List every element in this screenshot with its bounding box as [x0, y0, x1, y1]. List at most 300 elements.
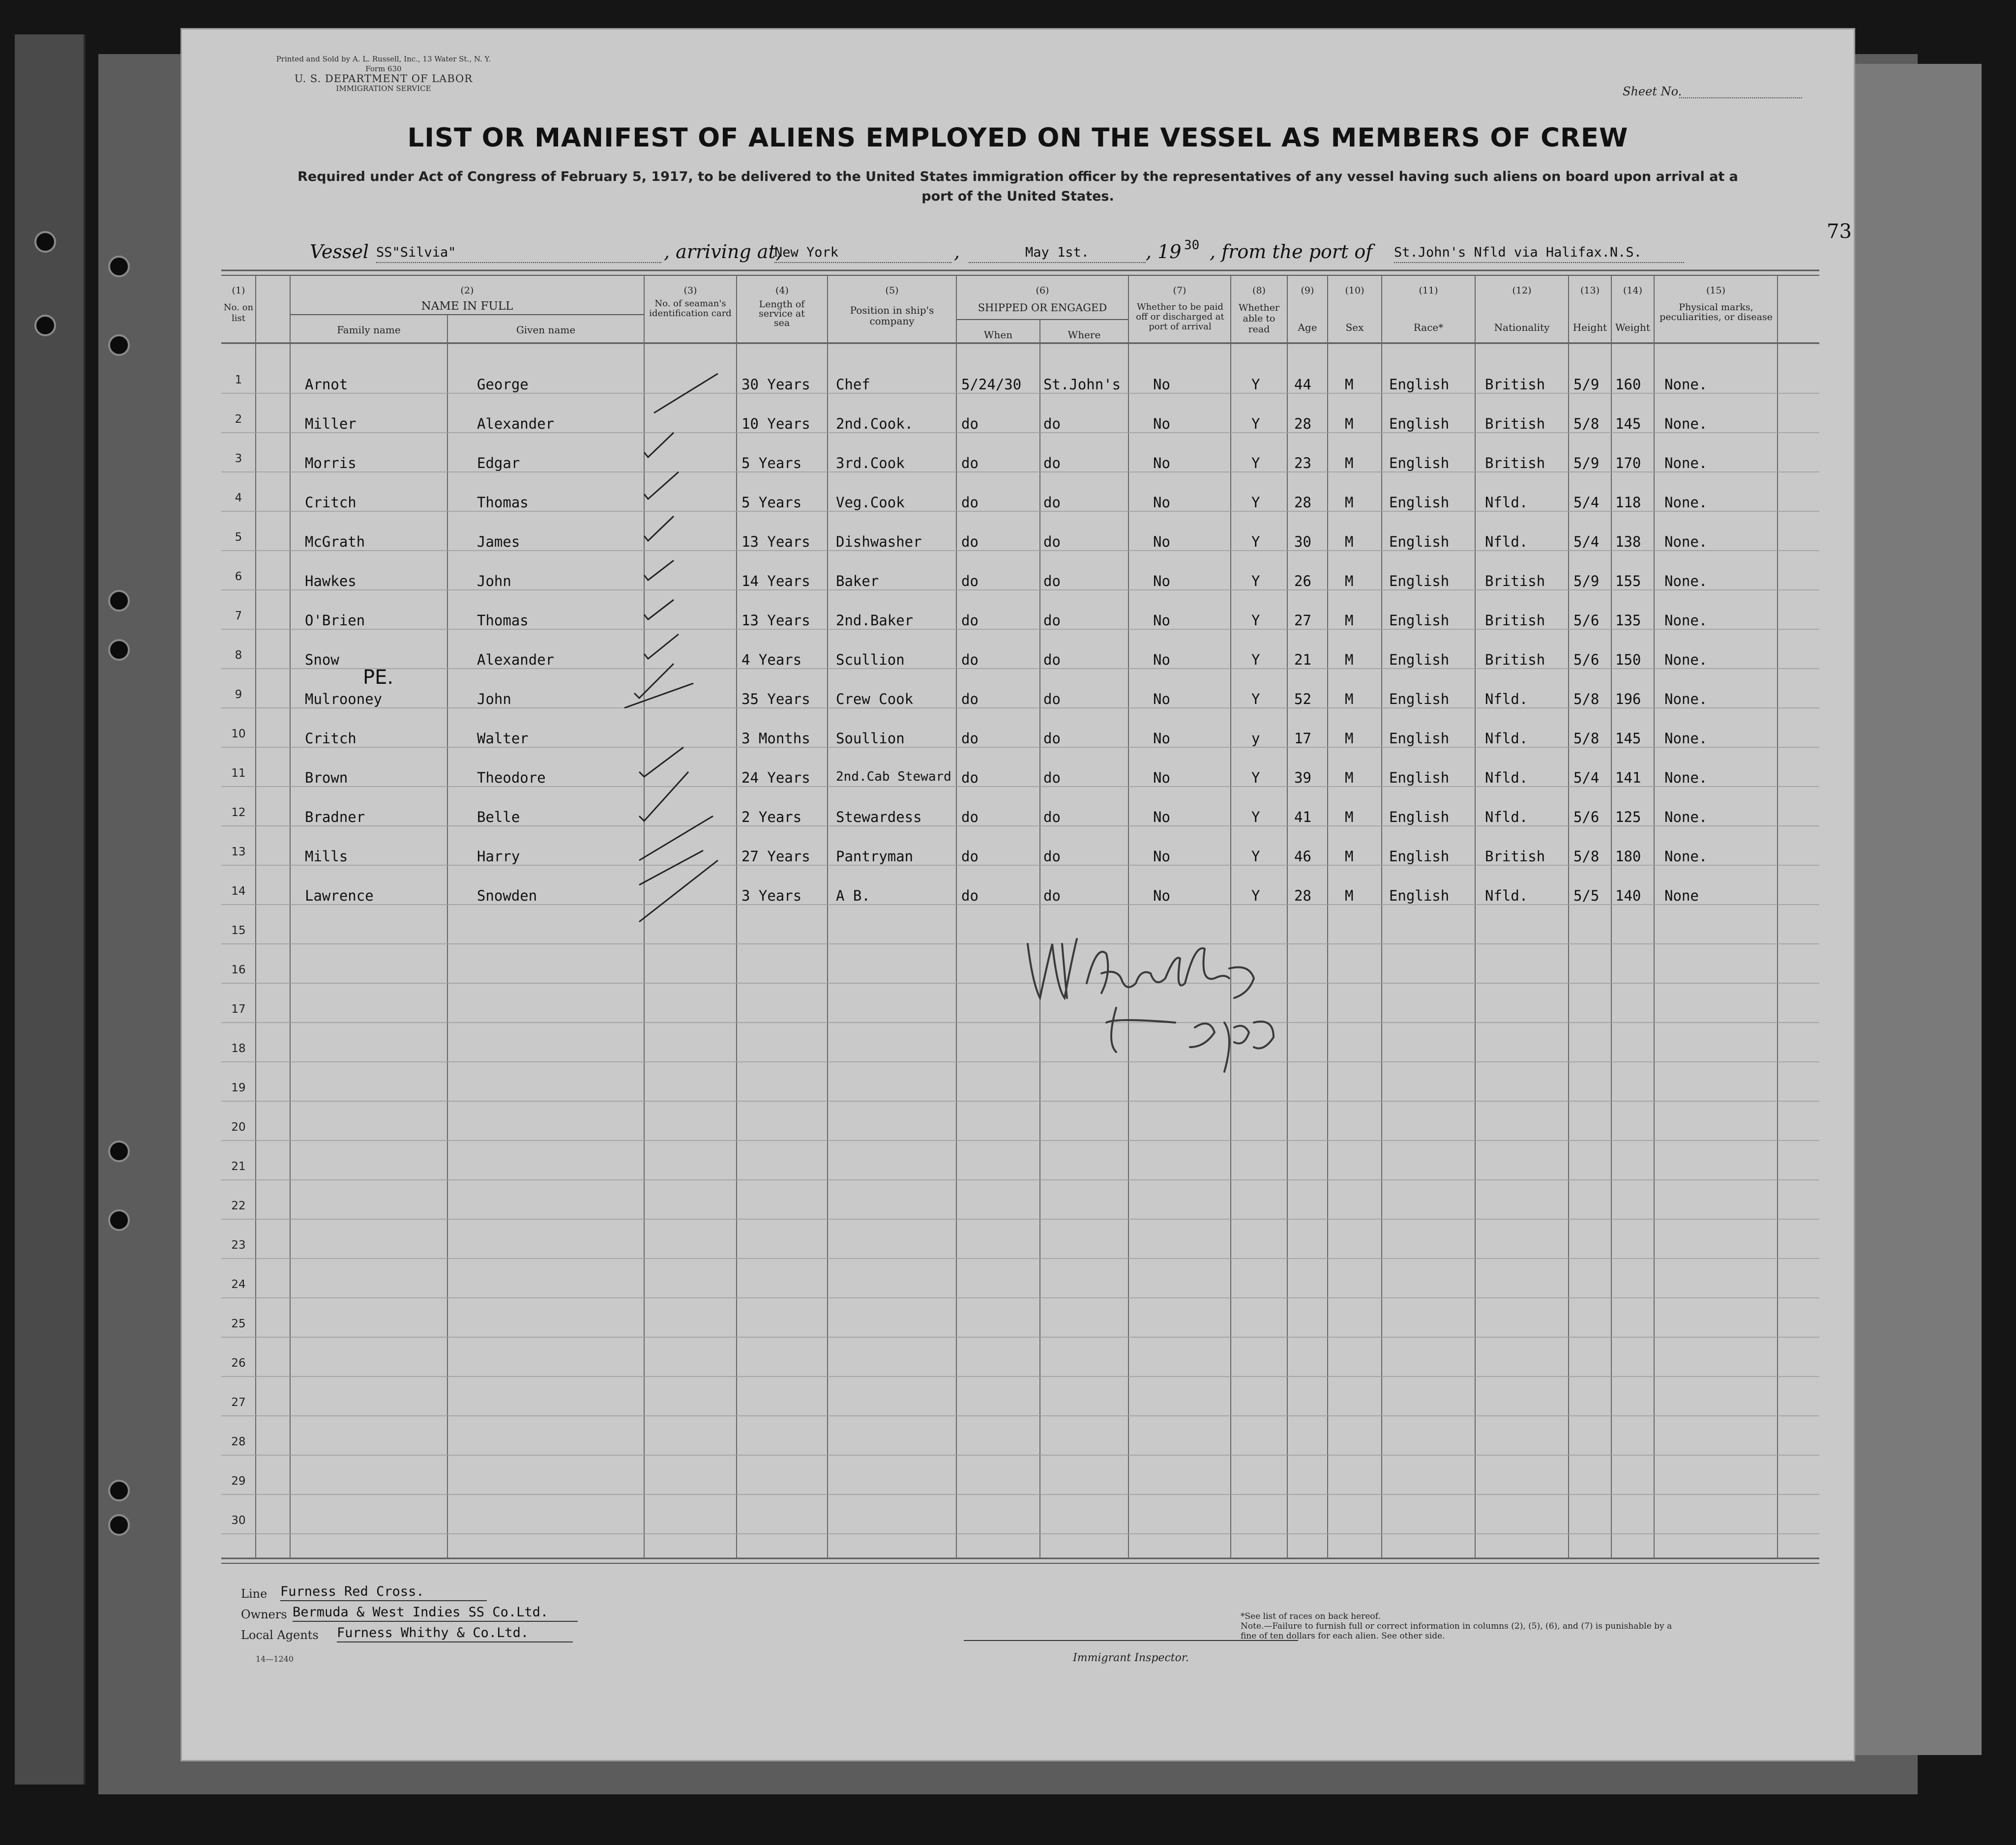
cell-read: Y: [1251, 455, 1260, 471]
cell-age: 26: [1294, 573, 1311, 589]
form-code: 14—1240: [256, 1654, 294, 1664]
cell-marks: None.: [1664, 848, 1708, 865]
cell-position: Chef: [836, 376, 870, 393]
col10-label: Sex: [1345, 322, 1364, 333]
col10-number: (10): [1345, 285, 1364, 296]
binder-hole: [108, 1514, 130, 1536]
cell-where: St.John's: [1043, 376, 1121, 393]
arriving-port: New York: [774, 245, 951, 263]
cell-paid: No: [1153, 887, 1170, 904]
cell-when: do: [961, 887, 978, 904]
cell-given: Edgar: [477, 455, 520, 471]
cell-position: Veg.Cook: [836, 494, 905, 511]
from-label: , from the port of: [1210, 241, 1373, 263]
cell-service: 35 Years: [741, 691, 810, 707]
cell-sex: M: [1345, 769, 1354, 786]
form-number: Form 630: [365, 64, 402, 73]
col11-number: (11): [1419, 285, 1438, 296]
cell-sex: M: [1345, 376, 1354, 393]
cell-position: Pantryman: [836, 848, 914, 865]
binder-hole: [108, 1141, 130, 1162]
cell-height: 5/9: [1573, 573, 1600, 589]
cell-sex: M: [1345, 494, 1354, 511]
cell-service: 2 Years: [741, 809, 802, 825]
row-number: 17: [231, 1003, 246, 1016]
cell-weight: 141: [1615, 769, 1641, 786]
cell-weight: 125: [1615, 809, 1641, 825]
footnote-penalty: Note.—Failure to furnish full or correct information in columns (2), (5), (6), and (7) is punishable by a fine of ten dollars for each alien. See other side.: [1241, 1621, 1672, 1641]
cell-position: Stewardess: [836, 809, 922, 825]
footnote-races: *See list of races on back hereof.: [1241, 1611, 1381, 1621]
cell-service: 4 Years: [741, 651, 802, 668]
vessel-line: [310, 238, 1854, 270]
binder-hole: [108, 639, 130, 661]
row-number: 27: [231, 1396, 246, 1409]
cell-height: 5/4: [1573, 494, 1600, 511]
cell-where: do: [1043, 612, 1061, 629]
cell-position: Baker: [836, 573, 879, 589]
cell-paid: No: [1153, 455, 1170, 471]
cell-service: 24 Years: [741, 769, 810, 786]
cell-nationality: British: [1485, 376, 1545, 393]
margin-mark: PE.: [363, 666, 394, 689]
year-prefix: , 19: [1146, 241, 1182, 263]
cell-position: 3rd.Cook: [836, 455, 905, 471]
col4-label: Length of service at sea: [759, 299, 805, 328]
cell-service: 5 Years: [741, 494, 802, 511]
cell-when: do: [961, 848, 978, 865]
cell-nationality: British: [1485, 651, 1545, 668]
cell-family: Lawrence: [305, 887, 374, 904]
cell-race: English: [1389, 494, 1450, 511]
cell-paid: No: [1153, 415, 1170, 432]
cell-weight: 145: [1615, 730, 1641, 747]
row-number: 2: [235, 413, 242, 426]
cell-when: do: [961, 455, 978, 471]
row-number: 22: [231, 1200, 246, 1212]
col7-number: (7): [1173, 285, 1186, 296]
col1-number: (1): [232, 285, 245, 296]
row-number: 10: [231, 728, 246, 740]
cell-read: Y: [1251, 651, 1260, 668]
cell-sex: M: [1345, 651, 1354, 668]
cell-sex: M: [1345, 573, 1354, 589]
cell-family: Brown: [305, 769, 348, 786]
cell-service: 10 Years: [741, 415, 810, 432]
row-number: 20: [231, 1121, 246, 1134]
cell-read: Y: [1251, 769, 1260, 786]
cell-race: English: [1389, 809, 1450, 825]
cell-where: do: [1043, 769, 1061, 786]
cell-nationality: British: [1485, 848, 1545, 865]
cell-read: Y: [1251, 376, 1260, 393]
cell-service: 3 Years: [741, 887, 802, 904]
cell-weight: 160: [1615, 376, 1641, 393]
cell-where: do: [1043, 887, 1061, 904]
cell-service: 3 Months: [741, 730, 810, 747]
cell-nationality: Nfld.: [1485, 533, 1528, 550]
cell-weight: 180: [1615, 848, 1641, 865]
row-number: 29: [231, 1475, 246, 1488]
cell-given: James: [477, 533, 520, 550]
binder-hole: [108, 1209, 130, 1231]
cell-given: John: [477, 573, 511, 589]
col6-when: When: [983, 329, 1013, 341]
sheet-no-label: Sheet No.: [1623, 85, 1682, 98]
cell-age: 28: [1294, 415, 1311, 432]
row-number: 5: [235, 531, 242, 544]
cell-marks: None.: [1664, 415, 1708, 432]
row-number: 30: [231, 1514, 246, 1527]
col5-number: (5): [885, 285, 899, 296]
cell-nationality: British: [1485, 573, 1545, 589]
cell-sex: M: [1345, 730, 1354, 747]
cell-height: 5/8: [1573, 730, 1600, 747]
cell-height: 5/8: [1573, 691, 1600, 707]
col6-number: (6): [1036, 285, 1049, 296]
cell-paid: No: [1153, 494, 1170, 511]
binder-hole: [108, 590, 130, 612]
row-number: 6: [235, 570, 242, 583]
page-title: LIST OR MANIFEST OF ALIENS EMPLOYED ON THE VESSEL AS MEMBERS OF CREW: [407, 123, 1629, 153]
cell-age: 30: [1294, 533, 1311, 550]
cell-paid: No: [1153, 730, 1170, 747]
cell-when: do: [961, 730, 978, 747]
row-number: 18: [231, 1042, 246, 1055]
cell-read: Y: [1251, 691, 1260, 707]
cell-family: Critch: [305, 494, 356, 511]
line-label: Line: [241, 1587, 267, 1601]
cell-position: A B.: [836, 887, 870, 904]
cell-service: 27 Years: [741, 848, 810, 865]
cell-where: do: [1043, 809, 1061, 825]
cell-where: do: [1043, 494, 1061, 511]
cell-when: do: [961, 651, 978, 668]
row-number: 11: [231, 767, 246, 780]
cell-when: do: [961, 573, 978, 589]
cell-where: do: [1043, 415, 1061, 432]
cell-age: 52: [1294, 691, 1311, 707]
col12-label: Nationality: [1494, 322, 1550, 333]
comma: ,: [954, 241, 960, 263]
cell-service: 13 Years: [741, 533, 810, 550]
cell-position: 2nd.Cab Steward: [836, 769, 951, 784]
cell-height: 5/9: [1573, 455, 1600, 471]
cell-read: Y: [1251, 809, 1260, 825]
cell-given: John: [477, 691, 511, 707]
cell-when: do: [961, 415, 978, 432]
col12-number: (12): [1512, 285, 1532, 296]
cell-given: Alexander: [477, 651, 555, 668]
cell-when: do: [961, 691, 978, 707]
cell-age: 28: [1294, 887, 1311, 904]
cell-marks: None.: [1664, 533, 1708, 550]
cell-height: 5/8: [1573, 415, 1600, 432]
binder-hole: [34, 231, 56, 253]
row-number: 24: [231, 1278, 246, 1291]
row-number: 14: [231, 885, 246, 898]
arriving-label: , arriving at,: [664, 241, 782, 263]
cell-nationality: Nfld.: [1485, 494, 1528, 511]
cell-given: Walter: [477, 730, 529, 747]
cell-where: do: [1043, 730, 1061, 747]
cell-sex: M: [1345, 809, 1354, 825]
cell-sex: M: [1345, 887, 1354, 904]
cell-nationality: Nfld.: [1485, 730, 1528, 747]
cell-read: Y: [1251, 887, 1260, 904]
cell-nationality: Nfld.: [1485, 809, 1528, 825]
department-name: U. S. DEPARTMENT OF LABOR: [294, 73, 473, 85]
owners-label: Owners: [241, 1608, 287, 1621]
cell-age: 27: [1294, 612, 1311, 629]
cell-marks: None.: [1664, 455, 1708, 471]
cell-age: 28: [1294, 494, 1311, 511]
cell-sex: M: [1345, 848, 1354, 865]
cell-given: George: [477, 376, 529, 393]
cell-height: 5/5: [1573, 887, 1600, 904]
cell-family: Snow: [305, 651, 339, 668]
row-number: 16: [231, 964, 246, 976]
cell-when: 5/24/30: [961, 376, 1022, 393]
cell-height: 5/9: [1573, 376, 1600, 393]
cell-given: Harry: [477, 848, 520, 865]
cell-where: do: [1043, 455, 1061, 471]
page-subtitle: Required under Act of Congress of February 5, 1917, to be delivered to the United States immigration officer by the representatives of any vessel having such aliens on board upon arrival at a port of the United States.: [297, 169, 1738, 204]
cell-family: Mulrooney: [305, 691, 383, 707]
cell-given: Snowden: [477, 887, 537, 904]
cell-paid: No: [1153, 612, 1170, 629]
cell-marks: None.: [1664, 769, 1708, 786]
cell-height: 5/4: [1573, 769, 1600, 786]
cell-read: y: [1251, 730, 1260, 747]
cell-family: Hawkes: [305, 573, 356, 589]
cell-given: Belle: [477, 809, 520, 825]
cell-age: 23: [1294, 455, 1311, 471]
cell-height: 5/8: [1573, 848, 1600, 865]
cell-paid: No: [1153, 691, 1170, 707]
cell-family: Bradner: [305, 809, 365, 825]
col4-number: (4): [775, 285, 789, 296]
col1-label: No. on list: [223, 302, 254, 323]
manifest-sheet: [182, 29, 1854, 1760]
cell-service: 5 Years: [741, 455, 802, 471]
col2-label: NAME IN FULL: [421, 300, 513, 313]
cell-read: Y: [1251, 415, 1260, 432]
agents-value: Furness Whithy & Co.Ltd.: [337, 1625, 573, 1642]
cell-family: Miller: [305, 415, 356, 432]
cell-position: 2nd.Cook.: [836, 415, 914, 432]
row-number: 21: [231, 1160, 246, 1173]
cell-given: Theodore: [477, 769, 546, 786]
cell-height: 5/6: [1573, 651, 1600, 668]
cell-where: do: [1043, 848, 1061, 865]
footnote: [1241, 1611, 1683, 1641]
cell-given: Thomas: [477, 494, 529, 511]
cell-where: do: [1043, 573, 1061, 589]
cell-service: 30 Years: [741, 376, 810, 393]
col6-label: SHIPPED OR ENGAGED: [978, 302, 1107, 314]
cell-marks: None.: [1664, 494, 1708, 511]
cell-paid: No: [1153, 376, 1170, 393]
cell-marks: None: [1664, 887, 1699, 904]
row-number: 28: [231, 1435, 246, 1448]
cell-read: Y: [1251, 533, 1260, 550]
cell-when: do: [961, 533, 978, 550]
row-number: 1: [235, 374, 242, 386]
cell-sex: M: [1345, 415, 1354, 432]
row-number: 25: [231, 1318, 246, 1330]
row-number: 19: [231, 1082, 246, 1094]
vessel-label: Vessel: [310, 241, 369, 263]
col8-number: (8): [1252, 285, 1266, 296]
binder-hole: [34, 315, 56, 336]
binder-hole: [108, 256, 130, 277]
cell-marks: None.: [1664, 691, 1708, 707]
printer-credit: [231, 54, 536, 93]
cell-race: English: [1389, 455, 1450, 471]
col14-label: Weight: [1615, 322, 1650, 333]
cell-service: 13 Years: [741, 612, 810, 629]
cell-race: English: [1389, 769, 1450, 786]
cell-position: Scullion: [836, 651, 905, 668]
row-number: 15: [231, 924, 246, 937]
cell-age: 41: [1294, 809, 1311, 825]
cell-paid: No: [1153, 769, 1170, 786]
cell-nationality: British: [1485, 612, 1545, 629]
cell-paid: No: [1153, 848, 1170, 865]
row-number: 26: [231, 1357, 246, 1370]
cell-when: do: [961, 809, 978, 825]
from-port: St.John's Nfld via Halifax.N.S.: [1394, 245, 1684, 263]
col8-label: Whether able to read: [1238, 302, 1280, 335]
binder-hole: [108, 1480, 130, 1501]
col14-number: (14): [1623, 285, 1642, 296]
cell-paid: No: [1153, 533, 1170, 550]
cell-marks: None.: [1664, 651, 1708, 668]
cell-age: 17: [1294, 730, 1311, 747]
arrival-date: May 1st.: [969, 245, 1146, 263]
cell-marks: None.: [1664, 730, 1708, 747]
line-value: Furness Red Cross.: [280, 1584, 487, 1601]
cell-where: do: [1043, 691, 1061, 707]
cell-height: 5/6: [1573, 809, 1600, 825]
cell-age: 46: [1294, 848, 1311, 865]
cell-marks: None.: [1664, 612, 1708, 629]
cell-race: English: [1389, 415, 1450, 432]
cell-read: Y: [1251, 848, 1260, 865]
col7-label: Whether to be paid off or discharged at port of arrival: [1136, 302, 1224, 332]
col3-label: No. of seaman's identification card: [649, 298, 732, 319]
cell-race: English: [1389, 848, 1450, 865]
inspector-signature: [1018, 924, 1323, 1082]
cell-height: 5/4: [1573, 533, 1600, 550]
cell-race: English: [1389, 573, 1450, 589]
cell-where: do: [1043, 651, 1061, 668]
cell-age: 39: [1294, 769, 1311, 786]
binder-board-right: [1854, 64, 1982, 1755]
col2-family: Family name: [337, 324, 401, 336]
cell-race: English: [1389, 651, 1450, 668]
service-name: IMMIGRATION SERVICE: [336, 84, 431, 93]
cell-marks: None.: [1664, 376, 1708, 393]
col2-number: (2): [460, 285, 474, 296]
cell-family: O'Brien: [305, 612, 365, 629]
page-number: 73: [1827, 220, 1852, 243]
cell-read: Y: [1251, 494, 1260, 511]
cell-nationality: Nfld.: [1485, 887, 1528, 904]
cell-sex: M: [1345, 533, 1354, 550]
row-number: 12: [231, 806, 246, 819]
cell-given: Alexander: [477, 415, 555, 432]
cell-age: 44: [1294, 376, 1311, 393]
cell-family: Mills: [305, 848, 348, 865]
row-number: 7: [235, 610, 242, 622]
cell-race: English: [1389, 376, 1450, 393]
cell-weight: 196: [1615, 691, 1641, 707]
cell-weight: 138: [1615, 533, 1641, 550]
cell-family: Arnot: [305, 376, 348, 393]
agents-label: Local Agents: [241, 1628, 319, 1642]
col13-label: Height: [1572, 322, 1607, 333]
row-number: 4: [235, 492, 242, 504]
cell-sex: M: [1345, 691, 1354, 707]
binder-hole: [108, 334, 130, 356]
col9-number: (9): [1301, 285, 1314, 296]
row-number: 3: [235, 452, 242, 465]
col3-number: (3): [683, 285, 697, 296]
col15-number: (15): [1706, 285, 1725, 296]
col15-label: Physical marks, peculiarities, or disease: [1660, 302, 1773, 322]
cell-when: do: [961, 494, 978, 511]
inspector-label: Immigrant Inspector.: [1073, 1652, 1189, 1664]
cell-service: 14 Years: [741, 573, 810, 589]
row-number: 8: [235, 649, 242, 662]
cell-paid: No: [1153, 809, 1170, 825]
cell-nationality: British: [1485, 415, 1545, 432]
cell-race: English: [1389, 691, 1450, 707]
cell-race: English: [1389, 887, 1450, 904]
year-suffix: 30: [1184, 238, 1200, 253]
col5-label: Position in ship's company: [850, 304, 934, 327]
cell-weight: 118: [1615, 494, 1641, 511]
col13-number: (13): [1580, 285, 1600, 296]
cell-nationality: Nfld.: [1485, 691, 1528, 707]
cell-given: Thomas: [477, 612, 529, 629]
cell-when: do: [961, 612, 978, 629]
cell-where: do: [1043, 533, 1061, 550]
col2-given: Given name: [516, 324, 576, 336]
cell-sex: M: [1345, 455, 1354, 471]
cell-paid: No: [1153, 573, 1170, 589]
cell-marks: None.: [1664, 809, 1708, 825]
binder-board-left: [15, 34, 86, 1785]
cell-weight: 150: [1615, 651, 1641, 668]
cell-nationality: Nfld.: [1485, 769, 1528, 786]
cell-family: Morris: [305, 455, 356, 471]
cell-race: English: [1389, 612, 1450, 629]
row-number: 23: [231, 1239, 246, 1252]
owners-value: Bermuda & West Indies SS Co.Ltd.: [293, 1605, 578, 1622]
cell-family: Critch: [305, 730, 356, 747]
cell-read: Y: [1251, 573, 1260, 589]
cell-marks: None.: [1664, 573, 1708, 589]
cell-paid: No: [1153, 651, 1170, 668]
cell-position: Crew Cook: [836, 691, 914, 707]
sheet-no-field: [1679, 97, 1802, 98]
cell-weight: 155: [1615, 573, 1641, 589]
row-number: 9: [235, 688, 242, 701]
col11-label: Race*: [1413, 322, 1444, 333]
